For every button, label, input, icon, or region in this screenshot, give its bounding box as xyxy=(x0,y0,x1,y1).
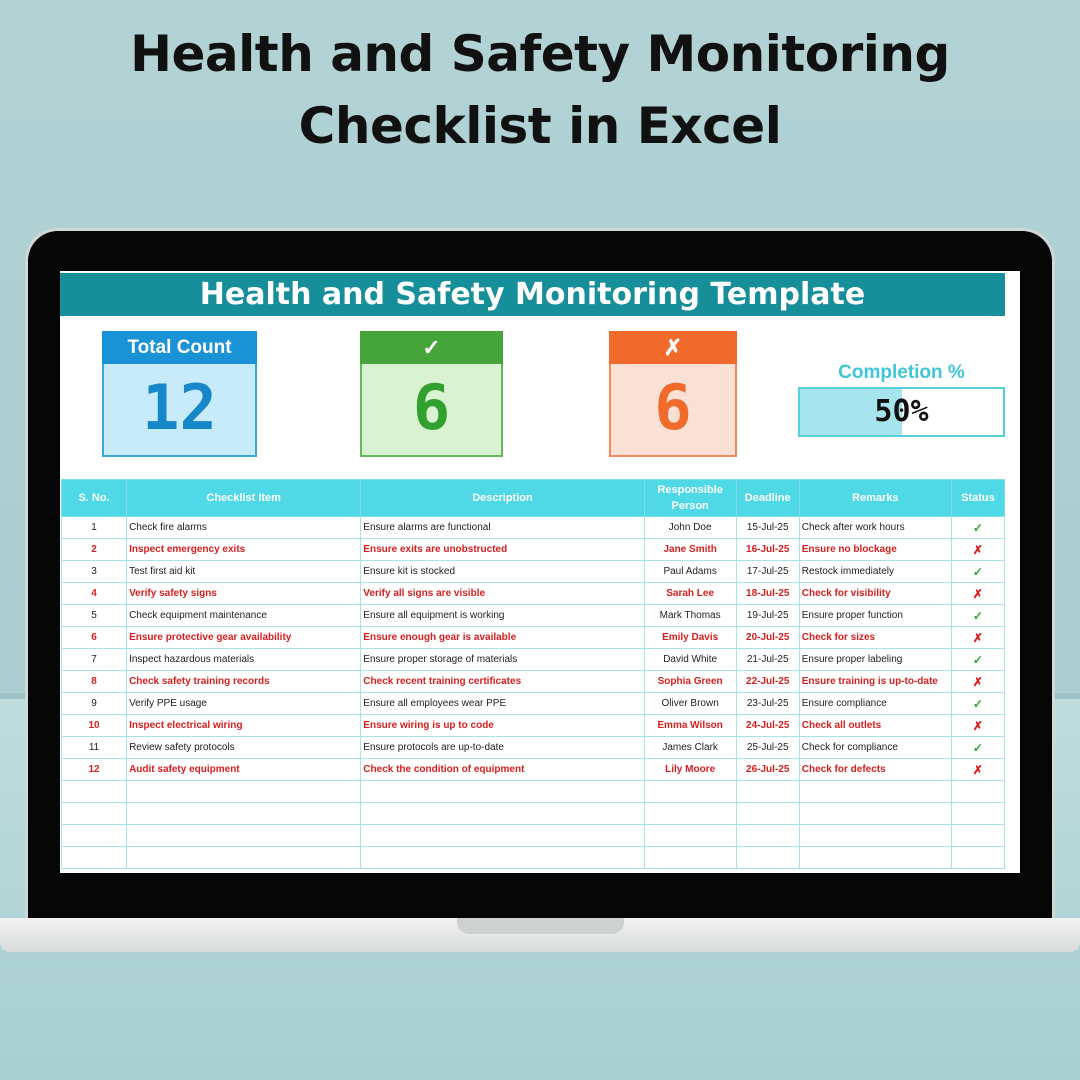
responsible-person-cell[interactable]: Emily Davis xyxy=(644,627,736,649)
column-header[interactable]: Checklist Item xyxy=(127,480,361,517)
deadline-cell[interactable]: 25-Jul-25 xyxy=(736,737,799,759)
status-cell[interactable]: ✓ xyxy=(951,605,1004,627)
remarks-cell[interactable]: Ensure proper function xyxy=(799,605,951,627)
table-row xyxy=(62,715,1005,737)
column-header[interactable]: S. No. xyxy=(62,480,127,517)
serial-number-cell[interactable]: 11 xyxy=(62,737,127,759)
deadline-cell[interactable]: 21-Jul-25 xyxy=(736,649,799,671)
table-header-row xyxy=(62,480,1005,517)
empty-cell[interactable] xyxy=(951,825,1004,847)
description-cell[interactable]: Ensure protocols are up-to-date xyxy=(361,737,644,759)
total-count-card xyxy=(102,331,257,457)
remarks-cell[interactable]: Check for compliance xyxy=(799,737,951,759)
checklist-item-cell[interactable]: Check equipment maintenance xyxy=(127,605,361,627)
serial-number-cell[interactable]: 4 xyxy=(62,583,127,605)
empty-cell[interactable] xyxy=(361,781,644,803)
checklist-item-cell[interactable]: Audit safety equipment xyxy=(127,759,361,781)
empty-cell[interactable] xyxy=(951,847,1004,869)
completed-count-value: 6 xyxy=(360,364,503,457)
total-count-label: Total Count xyxy=(102,331,257,364)
deadline-cell[interactable]: 24-Jul-25 xyxy=(736,715,799,737)
description-cell[interactable]: Ensure enough gear is available xyxy=(361,627,644,649)
checklist-item-cell[interactable]: Ensure protective gear availability xyxy=(127,627,361,649)
responsible-person-cell[interactable]: Sarah Lee xyxy=(644,583,736,605)
table-row xyxy=(62,561,1005,583)
page-headline xyxy=(0,18,1080,162)
empty-cell[interactable] xyxy=(62,781,127,803)
deadline-cell[interactable]: 18-Jul-25 xyxy=(736,583,799,605)
serial-number-cell[interactable]: 12 xyxy=(62,759,127,781)
status-cell[interactable]: ✗ xyxy=(951,671,1004,693)
checklist-item-cell[interactable]: Inspect emergency exits xyxy=(127,539,361,561)
status-cell[interactable]: ✓ xyxy=(951,517,1004,539)
status-cell[interactable]: ✓ xyxy=(951,693,1004,715)
table-row xyxy=(62,627,1005,649)
serial-number-cell[interactable]: 10 xyxy=(62,715,127,737)
serial-number-cell[interactable]: 9 xyxy=(62,693,127,715)
description-cell[interactable]: Ensure all equipment is working xyxy=(361,605,644,627)
pending-count-card xyxy=(609,331,737,457)
empty-cell[interactable] xyxy=(951,781,1004,803)
description-cell[interactable]: Check the condition of equipment xyxy=(361,759,644,781)
empty-cell[interactable] xyxy=(127,825,361,847)
serial-number-cell[interactable]: 8 xyxy=(62,671,127,693)
headline-line-2: Checklist in Excel xyxy=(298,97,782,155)
deadline-cell[interactable]: 20-Jul-25 xyxy=(736,627,799,649)
responsible-person-cell[interactable]: Paul Adams xyxy=(644,561,736,583)
remarks-cell[interactable]: Restock immediately xyxy=(799,561,951,583)
checklist-item-cell[interactable]: Review safety protocols xyxy=(127,737,361,759)
checklist-item-cell[interactable]: Inspect electrical wiring xyxy=(127,715,361,737)
deadline-cell[interactable]: 22-Jul-25 xyxy=(736,671,799,693)
remarks-cell[interactable]: Check for sizes xyxy=(799,627,951,649)
serial-number-cell[interactable]: 6 xyxy=(62,627,127,649)
empty-table-row xyxy=(62,847,1005,869)
serial-number-cell[interactable]: 5 xyxy=(62,605,127,627)
total-count-value: 12 xyxy=(102,364,257,457)
responsible-person-cell[interactable]: Lily Moore xyxy=(644,759,736,781)
responsible-person-cell[interactable]: Jane Smith xyxy=(644,539,736,561)
status-cell[interactable]: ✓ xyxy=(951,561,1004,583)
remarks-cell[interactable]: Ensure compliance xyxy=(799,693,951,715)
status-cell[interactable]: ✗ xyxy=(951,627,1004,649)
serial-number-cell[interactable]: 2 xyxy=(62,539,127,561)
responsible-person-cell[interactable]: John Doe xyxy=(644,517,736,539)
empty-cell[interactable] xyxy=(644,825,736,847)
description-cell[interactable]: Ensure kit is stocked xyxy=(361,561,644,583)
empty-table-row xyxy=(62,803,1005,825)
cross-icon: ✗ xyxy=(609,331,737,364)
column-header[interactable]: Deadline xyxy=(736,480,799,517)
serial-number-cell[interactable]: 3 xyxy=(62,561,127,583)
checklist-item-cell[interactable]: Verify safety signs xyxy=(127,583,361,605)
check-icon: ✓ xyxy=(360,331,503,364)
headline-line-1: Health and Safety Monitoring xyxy=(130,25,950,83)
column-header[interactable]: Status xyxy=(951,480,1004,517)
empty-table-row xyxy=(62,825,1005,847)
completion-label: Completion % xyxy=(838,362,965,383)
deadline-cell[interactable]: 17-Jul-25 xyxy=(736,561,799,583)
deadline-cell[interactable]: 19-Jul-25 xyxy=(736,605,799,627)
empty-cell[interactable] xyxy=(799,825,951,847)
deadline-cell[interactable]: 15-Jul-25 xyxy=(736,517,799,539)
deadline-cell[interactable]: 23-Jul-25 xyxy=(736,693,799,715)
checklist-item-cell[interactable]: Test first aid kit xyxy=(127,561,361,583)
responsible-person-cell[interactable]: Mark Thomas xyxy=(644,605,736,627)
table-row xyxy=(62,605,1005,627)
deadline-cell[interactable]: 26-Jul-25 xyxy=(736,759,799,781)
description-cell[interactable]: Ensure proper storage of materials xyxy=(361,649,644,671)
empty-cell[interactable] xyxy=(799,781,951,803)
empty-cell[interactable] xyxy=(951,803,1004,825)
completion-bar xyxy=(798,387,1005,437)
status-cell[interactable]: ✗ xyxy=(951,759,1004,781)
responsible-person-cell[interactable]: Oliver Brown xyxy=(644,693,736,715)
table-row xyxy=(62,517,1005,539)
status-cell[interactable]: ✓ xyxy=(951,737,1004,759)
empty-table-row xyxy=(62,781,1005,803)
table-row xyxy=(62,583,1005,605)
status-cell[interactable]: ✓ xyxy=(951,649,1004,671)
completed-count-card xyxy=(360,331,503,457)
deadline-cell[interactable]: 16-Jul-25 xyxy=(736,539,799,561)
empty-cell[interactable] xyxy=(644,781,736,803)
sheet-title: Health and Safety Monitoring Template xyxy=(60,273,1005,316)
description-cell[interactable]: Verify all signs are visible xyxy=(361,583,644,605)
serial-number-cell[interactable]: 7 xyxy=(62,649,127,671)
responsible-person-cell[interactable]: David White xyxy=(644,649,736,671)
empty-cell[interactable] xyxy=(361,825,644,847)
empty-cell[interactable] xyxy=(736,825,799,847)
empty-cell[interactable] xyxy=(736,781,799,803)
checklist-item-cell[interactable]: Inspect hazardous materials xyxy=(127,649,361,671)
responsible-person-cell[interactable]: Emma Wilson xyxy=(644,715,736,737)
empty-cell[interactable] xyxy=(644,847,736,869)
table-row xyxy=(62,671,1005,693)
remarks-cell[interactable]: Ensure proper labeling xyxy=(799,649,951,671)
empty-cell[interactable] xyxy=(62,825,127,847)
empty-cell[interactable] xyxy=(361,803,644,825)
laptop-notch xyxy=(457,918,624,934)
remarks-cell[interactable]: Check for visibility xyxy=(799,583,951,605)
empty-cell[interactable] xyxy=(361,847,644,869)
empty-cell[interactable] xyxy=(799,847,951,869)
empty-cell[interactable] xyxy=(62,803,127,825)
remarks-cell[interactable]: Ensure training is up-to-date xyxy=(799,671,951,693)
column-header[interactable]: Description xyxy=(361,480,644,517)
empty-cell[interactable] xyxy=(62,847,127,869)
empty-cell[interactable] xyxy=(799,803,951,825)
table-row xyxy=(62,539,1005,561)
column-header[interactable]: Remarks xyxy=(799,480,951,517)
column-header[interactable]: Responsible Person xyxy=(644,480,736,517)
spreadsheet-screen xyxy=(60,271,1020,873)
empty-cell[interactable] xyxy=(736,847,799,869)
table-row xyxy=(62,693,1005,715)
description-cell[interactable]: Check recent training certificates xyxy=(361,671,644,693)
description-cell[interactable]: Ensure exits are unobstructed xyxy=(361,539,644,561)
checklist-item-cell[interactable]: Verify PPE usage xyxy=(127,693,361,715)
table-row xyxy=(62,759,1005,781)
pending-count-value: 6 xyxy=(609,364,737,457)
responsible-person-cell[interactable]: James Clark xyxy=(644,737,736,759)
description-cell[interactable]: Ensure wiring is up to code xyxy=(361,715,644,737)
empty-cell[interactable] xyxy=(127,781,361,803)
checklist-item-cell[interactable]: Check fire alarms xyxy=(127,517,361,539)
checklist-table xyxy=(61,479,1005,869)
completion-value: 50% xyxy=(874,394,929,429)
status-cell[interactable]: ✗ xyxy=(951,583,1004,605)
remarks-cell[interactable]: Check after work hours xyxy=(799,517,951,539)
status-cell[interactable]: ✗ xyxy=(951,539,1004,561)
description-cell[interactable]: Ensure all employees wear PPE xyxy=(361,693,644,715)
responsible-person-cell[interactable]: Sophia Green xyxy=(644,671,736,693)
empty-cell[interactable] xyxy=(644,803,736,825)
serial-number-cell[interactable]: 1 xyxy=(62,517,127,539)
remarks-cell[interactable]: Check all outlets xyxy=(799,715,951,737)
empty-cell[interactable] xyxy=(127,803,361,825)
status-cell[interactable]: ✗ xyxy=(951,715,1004,737)
table-row xyxy=(62,737,1005,759)
remarks-cell[interactable]: Ensure no blockage xyxy=(799,539,951,561)
checklist-item-cell[interactable]: Check safety training records xyxy=(127,671,361,693)
empty-cell[interactable] xyxy=(127,847,361,869)
description-cell[interactable]: Ensure alarms are functional xyxy=(361,517,644,539)
empty-cell[interactable] xyxy=(736,803,799,825)
remarks-cell[interactable]: Check for defects xyxy=(799,759,951,781)
table-row xyxy=(62,649,1005,671)
